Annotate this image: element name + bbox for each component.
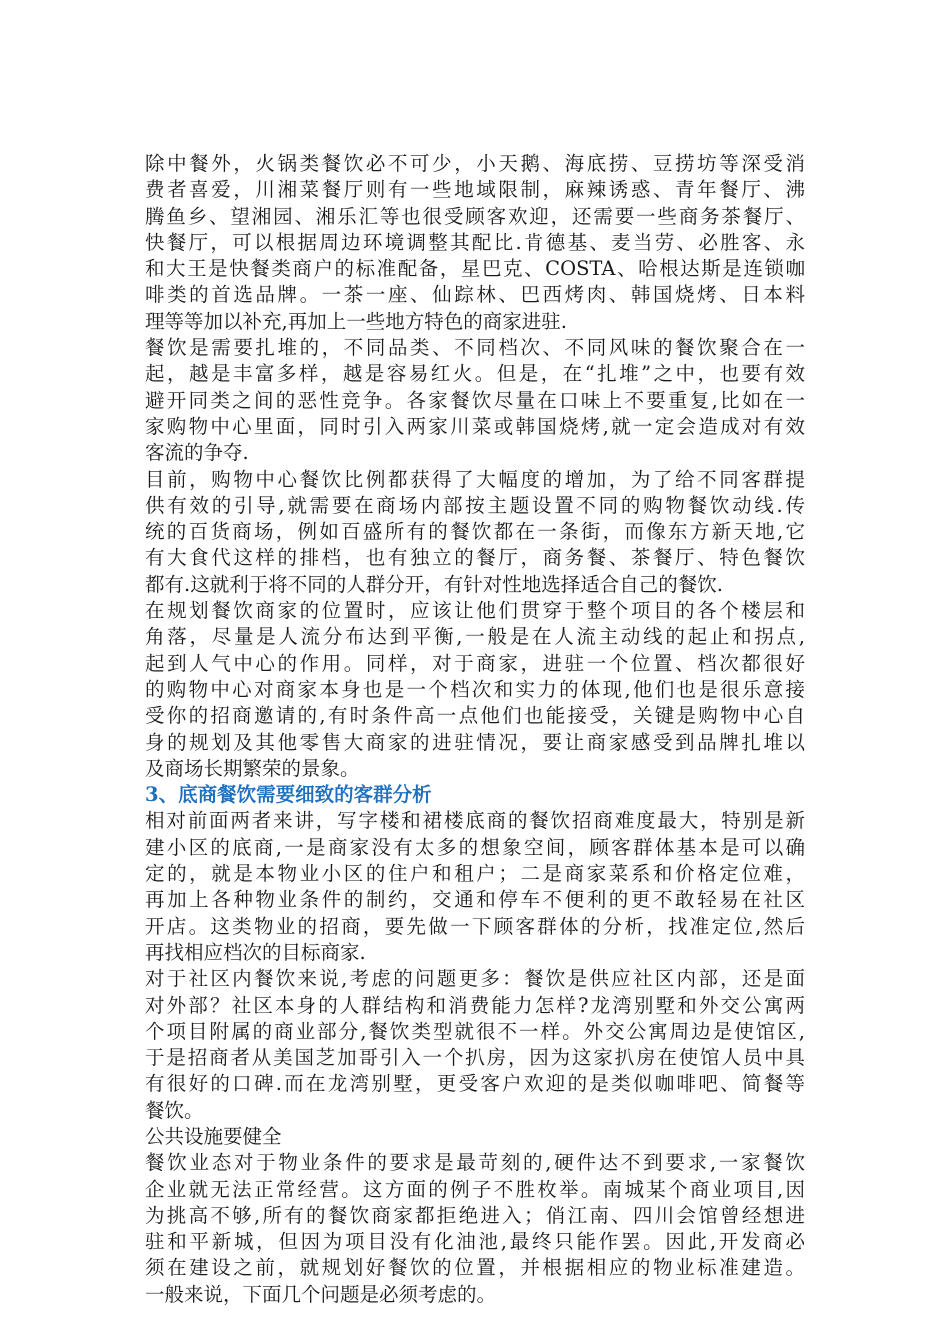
text-line: 受你的招商邀请的,有时条件高一点他们也能接受，关键是购物中心自 <box>145 704 805 728</box>
section-heading <box>145 782 805 808</box>
text-line: 有很好的口碑.而在龙湾别墅，更受客户欢迎的是类似咖啡吧、简餐等 <box>145 1072 805 1096</box>
paragraph-podium-retail <box>145 808 805 966</box>
text-line: 对外部？社区本身的人群结构和消费能力怎样?龙湾别墅和外交公寓两 <box>145 993 805 1017</box>
paragraph-dining-mix <box>145 151 805 335</box>
paragraph-community-dining <box>145 966 805 1124</box>
text-line: 餐饮。 <box>145 1098 204 1122</box>
text-line: 身的规划及其他零售大商家的进驻情况，要让商家感受到品牌扎堆以 <box>145 730 805 754</box>
text-line: 角落，尽量是人流分布达到平衡,一般是在人流主动线的起止和拐点, <box>145 625 805 649</box>
section-heading-text: 3、底商餐饮需要细致的客群分析 <box>145 783 432 807</box>
text-line: 家购物中心里面，同时引入两家川菜或韩国烧烤,就一定会造成对有效 <box>145 414 805 438</box>
text-line: 开店。这类物业的招商，要先做一下顾客群体的分析，找准定位,然后 <box>145 914 805 938</box>
subheading-public-facilities <box>145 1124 805 1150</box>
text-line: 再加上各种物业条件的制约，交通和停车不便利的更不敢轻易在社区 <box>145 888 805 912</box>
text-line: 都有.这就利于将不同的人群分开，有针对性地选择适合自己的餐饮. <box>145 572 723 596</box>
text-line: 起，越是丰富多样，越是容易红火。但是，在“扎堆”之中，也要有效 <box>145 362 805 386</box>
text-line: 啡类的首选品牌。一茶一座、仙踪林、巴西烤肉、韩国烧烤、日本料 <box>145 283 805 307</box>
text-line: 快餐厅，可以根据周边环境调整其配比.肯德基、麦当劳、必胜客、永 <box>145 230 805 254</box>
text-line: 餐饮是需要扎堆的，不同品类、不同档次、不同风味的餐饮聚合在一 <box>145 336 805 360</box>
text-line: 定的，就是本物业小区的住户和租户；二是商家菜系和价格定位难， <box>145 862 805 886</box>
text-line: 理等等加以补充,再加上一些地方特色的商家进驻. <box>145 309 567 333</box>
text-line: 目前，购物中心餐饮比例都获得了大幅度的增加，为了给不同客群提 <box>145 467 805 491</box>
text-line: 腾鱼乡、望湘园、湘乐汇等也很受顾客欢迎，还需要一些商务茶餐厅、 <box>145 204 805 228</box>
text-line: 企业就无法正常经营。这方面的例子不胜枚举。南城某个商业项目,因 <box>145 1177 805 1201</box>
text-line: 个项目附属的商业部分,餐饮类型就很不一样。外交公寓周边是使馆区, <box>145 1019 805 1043</box>
text-line: 建小区的底商,一是商家没有太多的想象空间，顾客群体基本是可以确 <box>145 835 805 859</box>
text-line: 一般来说，下面几个问题是必须考虑的。 <box>145 1282 497 1306</box>
subheading-text: 公共设施要健全 <box>145 1124 282 1148</box>
text-line: 避开同类之间的恶性竞争。各家餐饮尽量在口味上不要重复,比如在一 <box>145 388 805 412</box>
document-page <box>145 151 805 1308</box>
text-line: 及商场长期繁荣的景象。 <box>145 756 360 780</box>
text-line: 客流的争夺. <box>145 441 249 465</box>
text-line: 的购物中心对商家本身也是一个档次和实力的体现,他们也是很乐意接 <box>145 677 805 701</box>
text-line: 相对前面两者来讲，写字楼和裙楼底商的餐饮招商难度最大，特别是新 <box>145 809 805 833</box>
paragraph-dining-circulation <box>145 467 805 598</box>
text-line: 为挑高不够,所有的餐饮商家都拒绝进入；俏江南、四川会馆曾经想进 <box>145 1203 805 1227</box>
text-line: 和大王是快餐类商户的标准配备，星巴克、COSTA、哈根达斯是连锁咖 <box>145 257 805 281</box>
paragraph-clustering <box>145 335 805 466</box>
text-line: 于是招商者从美国芝加哥引入一个扒房，因为这家扒房在使馆人员中具 <box>145 1046 805 1070</box>
text-line: 起到人气中心的作用。同样，对于商家，进驻一个位置、档次都很好 <box>145 651 805 675</box>
text-line: 餐饮业态对于物业条件的要求是最苛刻的,硬件达不到要求,一家餐饮 <box>145 1151 805 1175</box>
text-line: 在规划餐饮商家的位置时，应该让他们贯穿于整个项目的各个楼层和 <box>145 599 805 623</box>
paragraph-property-requirements <box>145 1150 805 1308</box>
text-line: 有大食代这样的排档，也有独立的餐厅，商务餐、茶餐厅、特色餐饮 <box>145 546 805 570</box>
paragraph-location-planning <box>145 598 805 782</box>
text-line: 须在建设之前，就规划好餐饮的位置，并根据相应的物业标准建造。 <box>145 1256 805 1280</box>
text-line: 除中餐外，火锅类餐饮必不可少，小天鹅、海底捞、豆捞坊等深受消 <box>145 152 805 175</box>
text-line: 驻和平新城，但因为项目没有化油池,最终只能作罢。因此,开发商必 <box>145 1230 805 1254</box>
text-line: 统的百货商场，例如百盛所有的餐饮都在一条街，而像东方新天地,它 <box>145 520 805 544</box>
text-line: 再找相应档次的目标商家. <box>145 940 366 964</box>
text-line: 供有效的引导,就需要在商场内部按主题设置不同的购物餐饮动线.传 <box>145 493 805 517</box>
text-line: 对于社区内餐饮来说,考虑的问题更多：餐饮是供应社区内部，还是面 <box>145 967 805 991</box>
text-line: 费者喜爱，川湘菜餐厅则有一些地域限制，麻辣诱惑、青年餐厅、沸 <box>145 178 805 202</box>
